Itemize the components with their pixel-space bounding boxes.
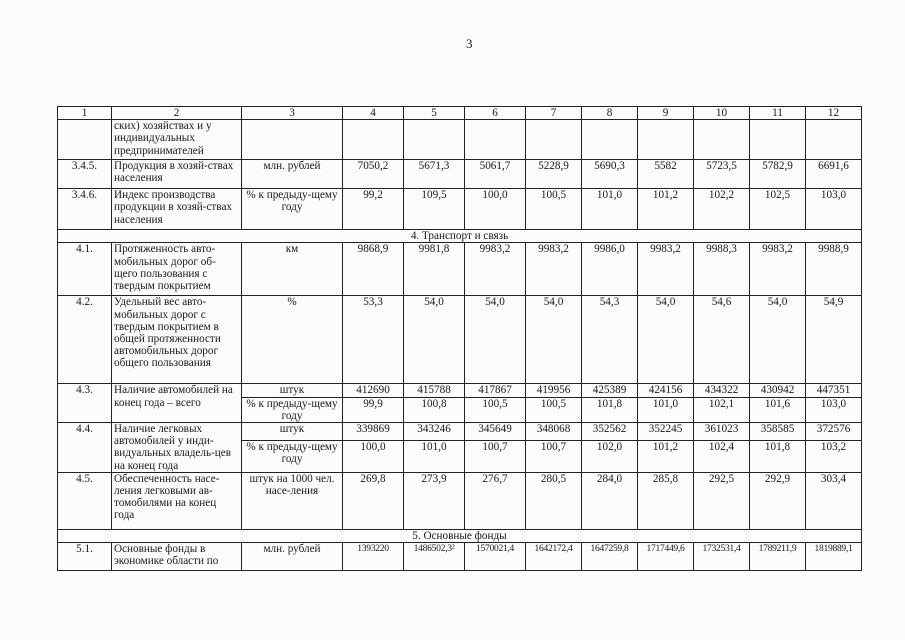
unit: млн. рублей [242,160,343,189]
value-cell: 276,7 [465,472,526,529]
unit: штук [242,384,343,397]
value-cell: 345649 [465,423,526,441]
table-row [58,120,862,160]
unit: % к предыду-щему году [242,440,343,472]
value-cell: 7050,2 [343,160,404,189]
value-cell: 292,9 [750,472,806,529]
table-row [58,296,862,384]
value-cell: 102,1 [694,397,750,422]
value-cell: 1393220 [343,543,404,571]
value-cell: 1486502,3² [404,543,465,571]
value-cell [343,120,404,160]
value-cell: 9983,2 [465,243,526,296]
table-row [58,423,862,441]
value-cell [694,120,750,160]
indicator-name: Основные фонды в экономике области по [112,543,242,571]
indicator-name: Индекс производства продукции в хозяй-ствах населения [112,189,242,230]
value-cell [582,120,638,160]
value-cell: 100,7 [526,440,582,472]
table-row [58,384,862,397]
value-cell: 9988,9 [806,243,862,296]
value-cell: 54,0 [750,296,806,384]
value-cell: 100,0 [343,440,404,472]
value-cell: 101,2 [638,189,694,230]
value-cell [638,120,694,160]
row-number: 4.2. [58,296,112,384]
value-cell: 53,3 [343,296,404,384]
column-number: 3 [242,107,343,120]
indicator-name: Протяженность авто-мобильных дорог об-щего пользования с твердым покрытием [112,243,242,296]
row-number: 3.4.5. [58,160,112,189]
value-cell: 1570021,4 [465,543,526,571]
unit: % к предыду-щему году [242,397,343,422]
section-header-row [58,230,862,243]
value-cell: 348068 [526,423,582,441]
row-number: 3.4.6. [58,189,112,230]
value-cell: 100,5 [526,189,582,230]
value-cell: 5782,9 [750,160,806,189]
value-cell: 100,0 [465,189,526,230]
value-cell: 292,5 [694,472,750,529]
value-cell: 1642172,4 [526,543,582,571]
value-cell: 424156 [638,384,694,397]
value-cell: 100,7 [465,440,526,472]
value-cell [465,120,526,160]
value-cell: 9983,2 [750,243,806,296]
value-cell [404,120,465,160]
unit: % [242,296,343,384]
value-cell: 412690 [343,384,404,397]
row-number: 5.1. [58,543,112,571]
value-cell: 358585 [750,423,806,441]
unit: штук [242,423,343,441]
value-cell: 54,6 [694,296,750,384]
value-cell: 101,8 [582,397,638,422]
value-cell: 102,2 [694,189,750,230]
column-number: 8 [582,107,638,120]
value-cell: 54,9 [806,296,862,384]
value-cell: 103,0 [806,397,862,422]
row-number: 4.1. [58,243,112,296]
unit: млн. рублей [242,543,343,571]
value-cell: 352245 [638,423,694,441]
statistics-table [57,106,862,571]
value-cell: 5671,3 [404,160,465,189]
value-cell: 101,0 [404,440,465,472]
value-cell [750,120,806,160]
value-cell: 343246 [404,423,465,441]
value-cell: 273,9 [404,472,465,529]
value-cell: 103,0 [806,189,862,230]
value-cell [806,120,862,160]
value-cell: 415788 [404,384,465,397]
column-number: 10 [694,107,750,120]
row-number [58,120,112,160]
value-cell: 99,2 [343,189,404,230]
value-cell: 1819889,1 [806,543,862,571]
value-cell: 9986,0 [582,243,638,296]
table-row [58,472,862,529]
column-number: 2 [112,107,242,120]
row-number: 4.5. [58,472,112,529]
value-cell: 54,3 [582,296,638,384]
value-cell: 303,4 [806,472,862,529]
column-number: 4 [343,107,404,120]
value-cell: 100,8 [404,397,465,422]
value-cell: 5228,9 [526,160,582,189]
value-cell: 100,5 [465,397,526,422]
value-cell: 54,0 [465,296,526,384]
indicator-name: Наличие автомобилей на конец года – всего [112,384,242,423]
indicator-name: Наличие легковых автомобилей у инди-видуальных владель-цев на конец года [112,423,242,473]
unit: % к предыду-щему году [242,189,343,230]
value-cell: 285,8 [638,472,694,529]
value-cell: 372576 [806,423,862,441]
column-number: 5 [404,107,465,120]
value-cell: 425389 [582,384,638,397]
value-cell: 9983,2 [638,243,694,296]
value-cell: 5061,7 [465,160,526,189]
value-cell: 101,8 [750,440,806,472]
value-cell: 9981,8 [404,243,465,296]
column-number: 12 [806,107,862,120]
value-cell: 284,0 [582,472,638,529]
column-number: 1 [58,107,112,120]
value-cell: 9983,2 [526,243,582,296]
row-number: 4.4. [58,423,112,473]
value-cell: 5582 [638,160,694,189]
value-cell: 102,4 [694,440,750,472]
table-row [58,160,862,189]
value-cell: 54,0 [638,296,694,384]
unit: км [242,243,343,296]
value-cell: 54,0 [526,296,582,384]
column-number: 11 [750,107,806,120]
value-cell: 109,5 [404,189,465,230]
table-row [58,543,862,571]
value-cell: 361023 [694,423,750,441]
value-cell: 419956 [526,384,582,397]
value-cell: 352562 [582,423,638,441]
value-cell: 434322 [694,384,750,397]
unit [242,120,343,160]
indicator-name: ских) хозяйствах и у индивидуальных предпринимателей [112,120,242,160]
column-number: 6 [465,107,526,120]
value-cell: 99,9 [343,397,404,422]
value-cell [526,120,582,160]
value-cell: 339869 [343,423,404,441]
value-cell: 101,2 [638,440,694,472]
value-cell: 9988,3 [694,243,750,296]
value-cell: 102,5 [750,189,806,230]
table-row [58,243,862,296]
table-row [58,189,862,230]
value-cell: 100,5 [526,397,582,422]
value-cell: 101,6 [750,397,806,422]
value-cell: 5690,3 [582,160,638,189]
row-number: 4.3. [58,384,112,423]
value-cell: 6691,6 [806,160,862,189]
value-cell: 54,0 [404,296,465,384]
column-number-row [58,107,862,120]
indicator-name: Обеспеченность насе-ления легковыми ав-томобилями на конец года [112,472,242,529]
value-cell: 5723,5 [694,160,750,189]
value-cell: 269,8 [343,472,404,529]
column-number: 9 [638,107,694,120]
value-cell: 447351 [806,384,862,397]
section-header-row [58,529,862,542]
column-number: 7 [526,107,582,120]
value-cell: 430942 [750,384,806,397]
value-cell: 1717449,6 [638,543,694,571]
unit: штук на 1000 чел. насе-ления [242,472,343,529]
value-cell: 417867 [465,384,526,397]
value-cell: 9868,9 [343,243,404,296]
value-cell: 1647259,8 [582,543,638,571]
value-cell: 101,0 [638,397,694,422]
value-cell: 1789211,9 [750,543,806,571]
value-cell: 1732531,4 [694,543,750,571]
page-number: 3 [466,36,473,51]
section-title: 4. Транспорт и связь [58,230,862,243]
value-cell: 101,0 [582,189,638,230]
value-cell: 280,5 [526,472,582,529]
section-title: 5. Основные фонды [58,529,862,542]
value-cell: 103,2 [806,440,862,472]
indicator-name: Удельный вес авто-мобильных дорог с твердым покрытием в общей протяженности автомобильных дорог общего пользования [112,296,242,384]
value-cell: 102,0 [582,440,638,472]
indicator-name: Продукция в хозяй-ствах населения [112,160,242,189]
